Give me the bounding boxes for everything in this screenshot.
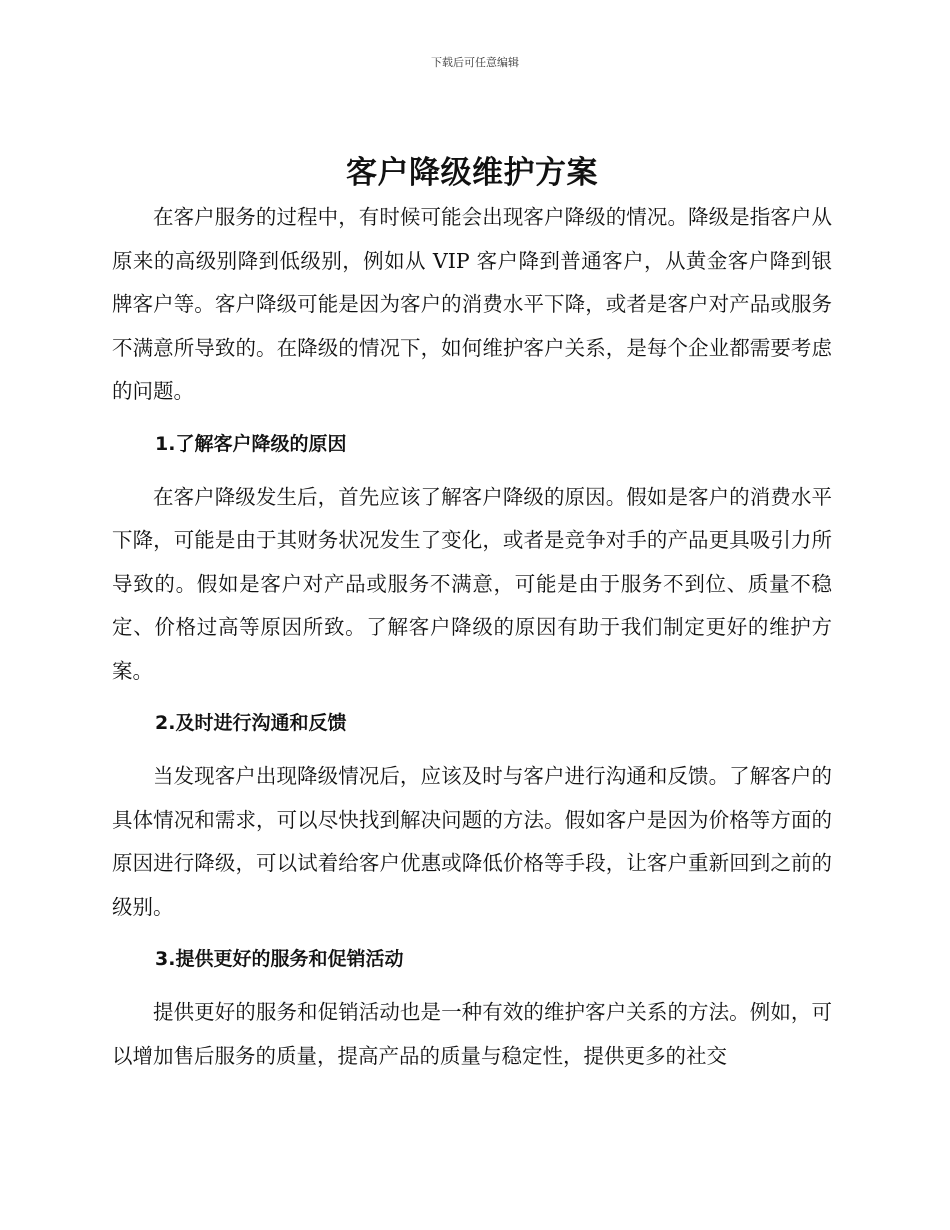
section-body-1: 在客户降级发生后，首先应该了解客户降级的原因。假如是客户的消费水平下降，可能是由于其财务状况发生了变化，或者是竞争对手的产品更具吸引力所导致的。假如是客户对产品或服务不满意，可能是由于服务不到位、质量不稳定、价格过高等原因所致。了解客户降级的原因有助于我们制定更好的维护方案。 bbox=[112, 484, 832, 683]
page-header: 下载后可任意编辑 bbox=[431, 56, 519, 69]
document-body bbox=[112, 150, 832, 1078]
section-body-3: 提供更好的服务和促销活动也是一种有效的维护客户关系的方法。例如，可以增加售后服务的质量，提高产品的质量与稳定性，提供更多的社交 bbox=[112, 1000, 832, 1068]
section-heading-1: 1.了解客户降级的原因 bbox=[155, 432, 347, 455]
document-title: 客户降级维护方案 bbox=[346, 155, 598, 191]
intro-paragraph: 在客户服务的过程中，有时候可能会出现客户降级的情况。降级是指客户从原来的高级别降到低级别，例如从 VIP 客户降到普通客户，从黄金客户降到银牌客户等。客户降级可能是因为客户的消费水平下降，或者是客户对产品或服务不满意所导致的。在降级的情况下，如何维护客户关系，是每个企业都需要考虑的问题。 bbox=[112, 205, 832, 403]
section-body-2: 当发现客户出现降级情况后，应该及时与客户进行沟通和反馈。了解客户的具体情况和需求，可以尽快找到解决问题的方法。假如客户是因为价格等方面的原因进行降级，可以试着给客户优惠或降低价格等手段，让客户重新回到之前的级别。 bbox=[112, 764, 832, 919]
section-heading-2: 2.及时进行沟通和反馈 bbox=[155, 712, 347, 734]
section-heading-3: 3.提供更好的服务和促销活动 bbox=[155, 948, 404, 970]
